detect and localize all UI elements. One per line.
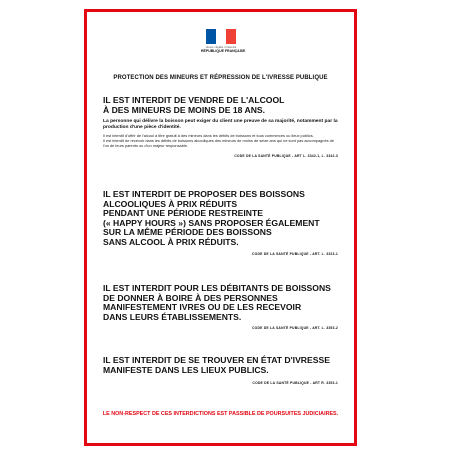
heading-line: PENDANT UNE PÉRIODE RESTREINTE bbox=[103, 208, 263, 219]
heading-line: MANIFESTE DANS LES LIEUX PUBLICS. bbox=[103, 364, 269, 375]
heading-line: SANS ALCOOL À PRIX RÉDUITS. bbox=[103, 236, 239, 247]
heading-line: IL EST INTERDIT DE PROPOSER DES BOISSONS bbox=[103, 189, 305, 199]
heading-line: ALCOOLIQUES À PRIX RÉDUITS bbox=[103, 198, 238, 209]
section-heading bbox=[103, 284, 338, 322]
section-reference: CODE DE LA SANTÉ PUBLIQUE - ART R. 3353-1 bbox=[252, 381, 338, 386]
section-small-text: Il est interdit d'offrir de l'alcool à titre gratuit à des mineurs dans les débits de boissons et tous commerces ou lieux publics. bbox=[103, 133, 314, 139]
heading-line: IL EST INTERDIT POUR LES DÉBITANTS DE BOISSONS bbox=[103, 283, 331, 293]
heading-line: IL EST INTERDIT DE VENDRE DE L'ALCOOL bbox=[103, 95, 285, 105]
heading-line: IL EST INTERDIT DE SE TROUVER EN ÉTAT D'IVRESSE bbox=[103, 355, 330, 365]
heading-line: DANS LEURS ÉTABLISSEMENTS. bbox=[103, 311, 242, 322]
section-heading bbox=[103, 96, 338, 115]
section-small-text: Il est interdit de recevoir dans les débits de boissons alcooliques des mineurs de moins de seize ans qui ne sont pas accompagnés de l'un de leurs parents ou d'un majeur responsable. bbox=[103, 138, 334, 149]
heading-line: À DES MINEURS DE MOINS DE 18 ANS. bbox=[103, 104, 266, 115]
heading-line: SUR LA MÊME PÉRIODE DES BOISSONS bbox=[103, 227, 272, 238]
republic-label: RÉPUBLIQUE FRANÇAISE bbox=[201, 49, 246, 53]
french-flag-icon bbox=[206, 29, 236, 44]
section-public-drunkenness bbox=[103, 356, 338, 385]
section-heading bbox=[103, 190, 338, 248]
motto: Liberté • Égalité • Fraternité bbox=[205, 46, 237, 49]
section-reference: CODE DE LA SANTÉ PUBLIQUE - ART. L. 3353-2 bbox=[252, 326, 338, 331]
heading-line: MANIFESTEMENT IVRES OU DE LES RECEVOIR bbox=[103, 302, 302, 313]
section-drunk-customers bbox=[103, 284, 338, 330]
section-reference: CODE DE LA SANTÉ PUBLIQUE - ART L. 3342-1, L. 3342-3 bbox=[234, 154, 338, 159]
section-reference: CODE DE LA SANTÉ PUBLIQUE - ART. L. 3323-1 bbox=[252, 251, 338, 256]
poster bbox=[84, 9, 357, 446]
section-happy-hours bbox=[103, 190, 338, 256]
section-heading bbox=[103, 356, 338, 375]
section-minors bbox=[103, 96, 338, 158]
legal-warning-footer: LE NON-RESPECT DE CES INTERDICTIONS EST PASSIBLE DE POURSUITES JUDICIAIRES. bbox=[102, 411, 339, 417]
poster-header: PROTECTION DES MINEURS ET RÉPRESSION DE L'IVRESSE PUBLIQUE bbox=[113, 75, 328, 81]
section-bold-text: La personne qui délivre la boisson peut exiger du client une preuve de sa majorité, notamment par la production d'une pièce d'identité. bbox=[103, 119, 338, 131]
heading-line: (« HAPPY HOURS ») SANS PROPOSER ÉGALEMENT bbox=[103, 217, 320, 228]
heading-line: DE DONNER À BOIRE À DES PERSONNES bbox=[103, 292, 278, 303]
marianne-logo bbox=[201, 29, 246, 53]
